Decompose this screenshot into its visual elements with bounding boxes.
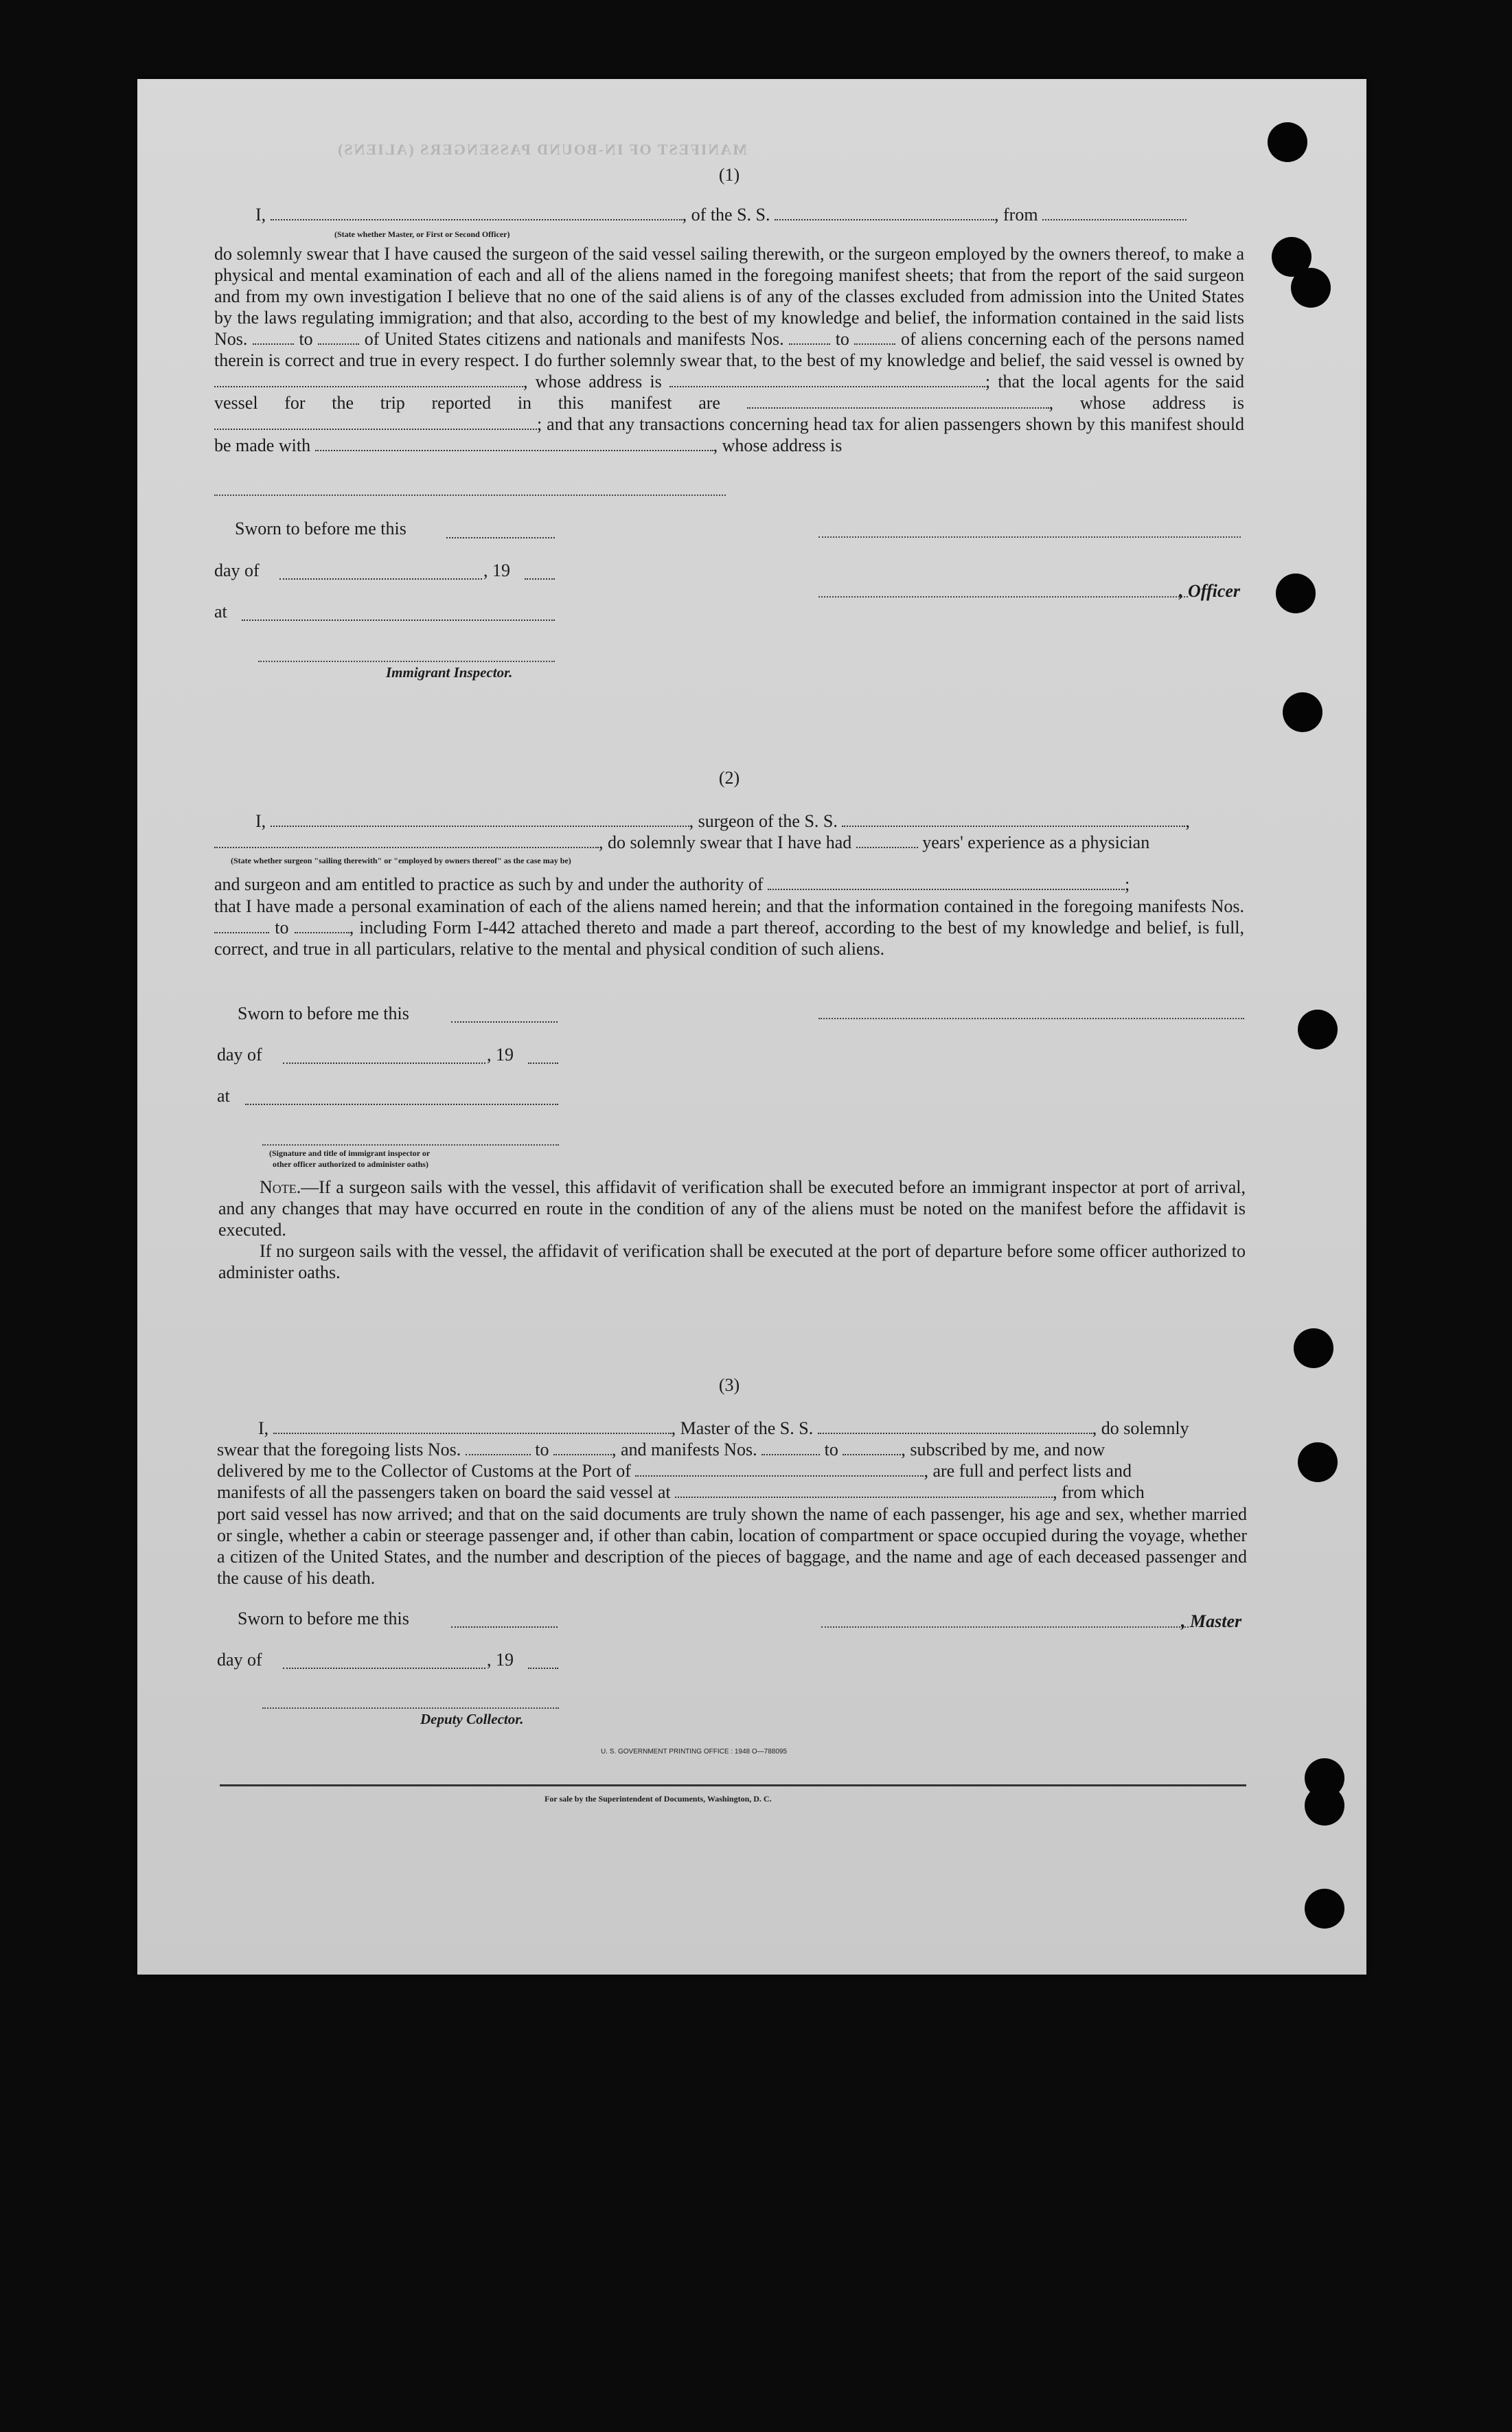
affidavit-3-line3: delivered by me to the Collector of Customs at the Port of , are full and perfect lists and xyxy=(217,1461,1132,1481)
owner-field[interactable] xyxy=(214,372,523,387)
officer-name-line[interactable] xyxy=(818,596,1188,598)
at-label: at xyxy=(217,1086,230,1106)
master-signature-line[interactable] xyxy=(821,1626,1189,1628)
affidavit-1-body: do solemnly swear that I have caused the surgeon of the said vessel sailing therewith, or the surgeon employed by the owners thereof, to make a physical and mental examination of each and all of the aliens named in the foregoing manifest sheets; that from the report of the said surgeon and from my own investigation I believe that no one of the said aliens is of any of the classes excluded from admission into the United States by the laws regulating immigration; and that also, according to the best of my knowledge and belief, the information contained in the said lists Nos. to of United States citizens and nationals and manifests Nos. to of aliens concerning each of the persons named therein is correct and true in every respect. I do further solemnly swear that, to the best of my knowledge and belief, the said vessel is owned by , whose address is ; that the local agents for the said vessel for the trip reported in this manifest are , whose address is ; and that any transactions concerning head tax for alien passengers shown by this manifest should be made with , whose address is xyxy=(214,244,1245,455)
year-label: , 19 xyxy=(487,1650,514,1670)
affidavit-3-line2: swear that the foregoing lists Nos. to , and manifests Nos. to , subscribed by me, and now xyxy=(217,1440,1106,1459)
manifests-to-field[interactable] xyxy=(843,1440,901,1455)
note-paragraph-2: If no surgeon sails with the vessel, the affidavit of verification shall be executed at the port of departure before some officer authorized to administer oaths. xyxy=(218,1241,1246,1282)
agents-address-field[interactable] xyxy=(214,415,537,430)
year-field[interactable] xyxy=(525,565,555,580)
officer-rank-caption: (State whether Master, or First or Second Officer) xyxy=(334,229,510,239)
lists-from-field[interactable] xyxy=(466,1440,531,1455)
officer-signature-line[interactable] xyxy=(818,536,1241,538)
affidavit-2-body: that I have made a personal examination of each of the aliens named herein; and that the information contained in the foregoing manifests Nos. to , including Form I-442 attached thereto and made a part thereof, according to the best of my knowledge and belief, is full, correct, and true in all particulars, relative to the mental and physical condition of such aliens. xyxy=(214,896,1245,959)
master-vessel-field[interactable] xyxy=(818,1419,1092,1434)
binder-hole xyxy=(1305,1786,1344,1826)
manifest-to-field[interactable] xyxy=(854,330,895,345)
surgeon-vessel-field[interactable] xyxy=(842,812,1185,827)
surgeon-signature-line[interactable] xyxy=(818,1018,1244,1019)
at-field[interactable] xyxy=(242,606,555,621)
day-of-label: day of xyxy=(217,1045,262,1065)
affidavit-2-authority: and surgeon and am entitled to practice as such by and under the authority of ; xyxy=(214,874,1130,894)
affidavit-3-body: port said vessel has now arrived; and that on the said documents are truly shown the name of each passenger, his age and sex, whether married or single, whether a cabin or steerage passenger and, if other than cabin, location of compartment or space occupied during the voyage, whether a citizen of the United States, and the number and description of the pieces of baggage, and the name and age of each deceased passenger and the cause of his death. xyxy=(217,1504,1247,1588)
affidavit-1 xyxy=(214,165,1244,687)
sworn-date-field[interactable] xyxy=(446,523,555,538)
surgeon-status-caption: (State whether surgeon "sailing therewith" or "employed by owners thereof" as the case may be) xyxy=(231,856,571,865)
master-name-field[interactable] xyxy=(273,1419,672,1434)
affidavit-3-number: (3) xyxy=(718,1375,740,1395)
affidavit-2 xyxy=(214,768,1244,1290)
binder-hole xyxy=(1283,692,1322,732)
sworn-label: Sworn to before me this xyxy=(238,1609,409,1628)
day-of-label: day of xyxy=(214,560,260,580)
day-of-field[interactable] xyxy=(279,565,482,580)
manifests-to-field[interactable] xyxy=(295,918,350,933)
owner-address-field[interactable] xyxy=(669,372,985,387)
year-field[interactable] xyxy=(528,1654,558,1669)
of-ss-label: , of the S. S. xyxy=(682,205,770,225)
lists-to-field[interactable] xyxy=(553,1440,612,1455)
local-agents-field[interactable] xyxy=(747,394,1049,409)
day-of-field[interactable] xyxy=(283,1049,485,1064)
for-sale-notice: For sale by the Superintendent of Documents, Washington, D. C. xyxy=(545,1794,772,1804)
deputy-collector-title: Deputy Collector. xyxy=(420,1711,524,1727)
manifest-from-field[interactable] xyxy=(789,330,830,345)
affidavit-1-number: (1) xyxy=(718,165,740,185)
binder-hole xyxy=(1294,1328,1333,1368)
lists-to-field[interactable] xyxy=(318,330,359,345)
bleed-through-heading: MANIFEST OF IN-BOUND PASSENGERS (ALIENS) xyxy=(336,141,747,158)
at-field[interactable] xyxy=(245,1090,558,1105)
sworn-date-field[interactable] xyxy=(451,1613,558,1628)
from-label: , from xyxy=(994,205,1038,225)
gpo-imprint: U. S. GOVERNMENT PRINTING OFFICE : 1948 O—788095 xyxy=(601,1748,788,1755)
sworn-label: Sworn to before me this xyxy=(235,519,406,538)
master-title: , Master xyxy=(1181,1611,1242,1631)
sworn-date-field[interactable] xyxy=(451,1008,558,1023)
officer-name-field[interactable] xyxy=(271,205,683,220)
binder-hole xyxy=(1305,1889,1344,1929)
year-label: , 19 xyxy=(483,560,510,580)
manifests-from-field[interactable] xyxy=(761,1440,820,1455)
binder-hole xyxy=(1276,573,1316,613)
head-tax-contact-field[interactable] xyxy=(315,436,713,451)
lists-from-field[interactable] xyxy=(253,330,294,345)
affidavit-2-line2: , do solemnly swear that I have had years' experience as a physician xyxy=(214,832,1149,853)
affidavit-2-line1: I, , surgeon of the S. S. , xyxy=(255,811,1190,831)
i-label: I, xyxy=(255,205,266,225)
day-of-field[interactable] xyxy=(283,1654,485,1669)
surgeon-name-field[interactable] xyxy=(271,812,689,827)
affidavit-3-line4: manifests of all the passengers taken on board the said vessel at , from which xyxy=(217,1482,1145,1502)
contact-address-field[interactable] xyxy=(214,495,726,496)
at-label: at xyxy=(214,602,227,622)
embark-port-field[interactable] xyxy=(675,1483,1053,1498)
surgeon-status-field[interactable] xyxy=(214,833,599,848)
sworn-label: Sworn to before me this xyxy=(238,1003,409,1023)
inspector-title: Immigrant Inspector. xyxy=(386,664,513,681)
affidavit-1-line1 xyxy=(255,205,1244,225)
day-of-label: day of xyxy=(217,1650,262,1670)
affidavit-2-number: (2) xyxy=(718,768,740,788)
signature-caption-1: (Signature and title of immigrant inspector or xyxy=(269,1148,431,1158)
binder-hole xyxy=(1298,1010,1338,1049)
signature-caption-2: other officer authorized to administer oaths) xyxy=(273,1159,428,1169)
year-label: , 19 xyxy=(487,1045,514,1065)
footer-rule xyxy=(220,1784,1246,1786)
manifests-from-field[interactable] xyxy=(214,918,269,933)
binder-hole xyxy=(1291,268,1331,308)
from-port-field[interactable] xyxy=(1042,205,1187,220)
port-field[interactable] xyxy=(635,1462,924,1477)
affidavit-3-line1: I, , Master of the S. S. , do solemnly xyxy=(258,1418,1189,1438)
inspector-signature-line[interactable] xyxy=(262,1144,559,1146)
officer-title: , Officer xyxy=(1179,581,1241,601)
binder-hole xyxy=(1268,122,1307,162)
years-field[interactable] xyxy=(856,833,918,848)
authority-field[interactable] xyxy=(768,875,1125,890)
vessel-name-field[interactable] xyxy=(775,205,994,220)
binder-hole xyxy=(1298,1442,1338,1482)
note-paragraph: Note.—If a surgeon sails with the vessel, this affidavit of verification shall be executed before an immigrant inspector at port of arrival, and any changes that may have occurred en route in the condition of any of the aliens must be noted on the manifest before the affidavit is executed. xyxy=(218,1177,1246,1240)
year-field[interactable] xyxy=(528,1049,558,1064)
affidavit-3 xyxy=(214,1375,1247,1746)
